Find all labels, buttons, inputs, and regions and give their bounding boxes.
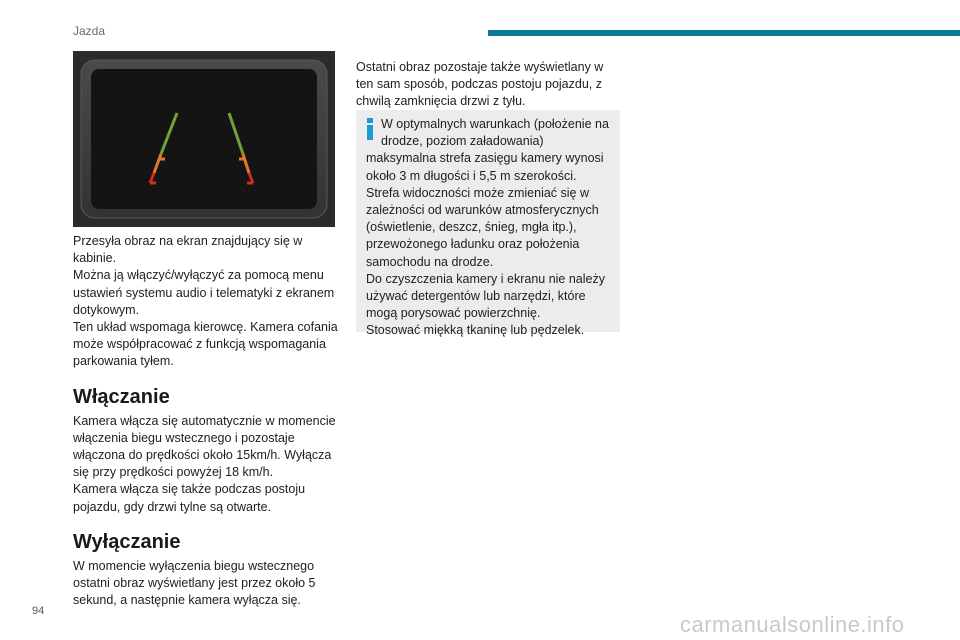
activation-paragraph: Kamera włącza się automatycznie w momencie włączenia biegu wstecznego i pozostaje włączona do prędkości około 15km/h. Wyłącza się przy prędkości powyżej 18 km/h. bbox=[73, 413, 336, 480]
right-column-text bbox=[356, 59, 620, 111]
info-text bbox=[366, 116, 616, 340]
watermark: carmanualsonline.info bbox=[680, 612, 905, 637]
deactivation-paragraph: W momencie wyłączenia biegu wstecznego ostatni obraz wyświetlany jest przez około 5 sekund, a następnie kamera wyłącza się. bbox=[73, 558, 316, 608]
section-header: Jazda bbox=[73, 24, 106, 38]
info-paragraph: maksymalna strefa zasięgu kamery wynosi około 3 m długości i 5,5 m szerokości. bbox=[366, 151, 604, 183]
intro-paragraph: Można ją włączyć/wyłączyć za pomocą menu ustawień systemu audio i telematyki z ekranem dotykowym. bbox=[73, 268, 335, 317]
right-paragraph: Ostatni obraz pozostaje także wyświetlany w ten sam sposób, podczas postoju pojazdu, z chwilą zamknięcia drzwi z tyłu. bbox=[356, 60, 604, 109]
intro-paragraph: Ten układ wspomaga kierowcę. Kamera cofania może współpracować z funkcją wspomagania parkowania tyłem. bbox=[73, 320, 338, 369]
rear-camera-screen-illustration bbox=[73, 51, 335, 227]
info-first-line: W optymalnych warunkach (położenie na drodze, poziom załadowania) bbox=[381, 117, 609, 149]
activation-paragraph: Kamera włącza się także podczas postoju pojazdu, gdy drzwi tylne są otwarte. bbox=[73, 482, 306, 514]
intro-paragraph: Przesyła obraz na ekran znajdujący się w kabinie. bbox=[73, 234, 303, 266]
info-paragraph: Stosować miękką tkaninę lub pędzelek. bbox=[366, 323, 585, 338]
info-box bbox=[356, 110, 620, 338]
page-number: 94 bbox=[32, 605, 45, 617]
header-accent-bar bbox=[488, 30, 960, 36]
info-paragraph: Strefa widoczności może zmieniać się w zależności od warunków atmosferycznych (oświetlenie, deszcz, śnieg, mgła itp.), przewożonego ładunku oraz położenia samochodu na drodze. bbox=[366, 185, 599, 269]
section-heading-activation: Włączanie bbox=[73, 385, 170, 408]
left-column bbox=[73, 233, 338, 609]
info-paragraph: Do czyszczenia kamery i ekranu nie należy używać detergentów lub narzędzi, które mogą porysować powierzchnię. bbox=[366, 271, 605, 321]
section-heading-deactivation: Wyłączanie bbox=[73, 530, 181, 553]
